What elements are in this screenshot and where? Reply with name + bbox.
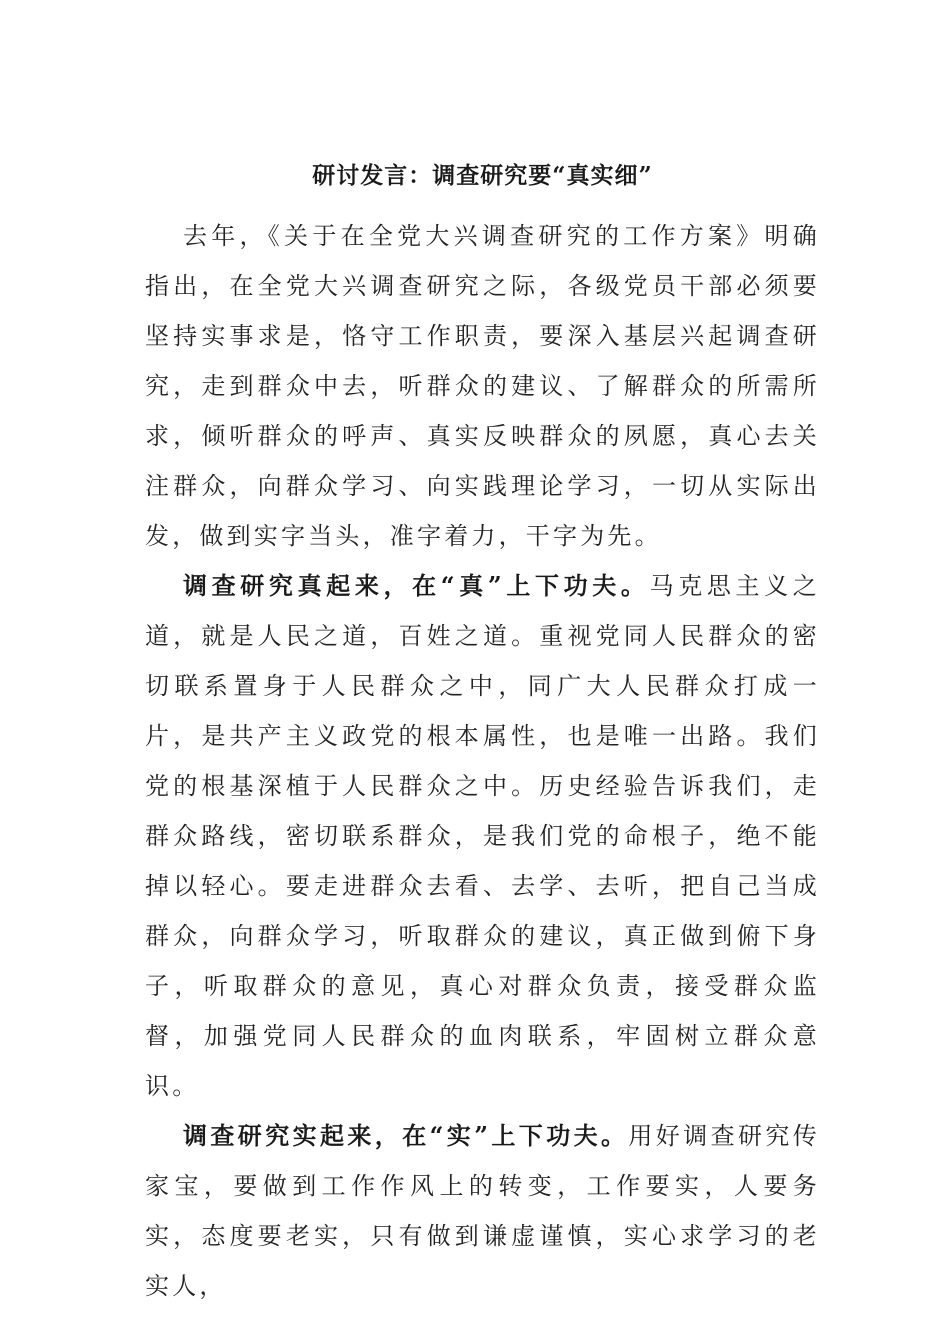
- paragraph-zhen-text: 马克思主义之道，就是人民之道，百姓之道。重视党同人民群众的密切联系置身于人民群众之中，同广大人民群众打成一片，是共产主义政党的根本属性，也是唯一出路。我们党的根基深植于人民群众之中。历史经验告诉我们，走群众路线，密切联系群众，是我们党的命根子，绝不能掉以轻心。要走进群众去看、去学、去听，把自己当成群众，向群众学习，听取群众的建议，真正做到俯下身子，听取群众的意见，真心对群众负责，接受群众监督，加强党同人民群众的血肉联系，牢固树立群众意识。: [145, 572, 821, 1100]
- paragraph-zhen: [145, 561, 820, 1111]
- document-title: 研讨发言：调查研究要“真实细”: [312, 162, 653, 189]
- paragraph-intro-text: 去年，《关于在全党大兴调查研究的工作方案》明确指出，在全党大兴调查研究之际，各级党员干部必须要坚持实事求是，恪守工作职责，要深入基层兴起调查研究，走到群众中去，听群众的建议、了解群众的所需所求，倾听群众的呼声、真实反映群众的夙愿，真心去关注群众，向群众学习、向实践理论学习，一切从实际出发，做到实字当头，准字着力，干字为先。: [145, 222, 820, 550]
- document-body: [145, 153, 820, 1311]
- paragraph-zhen-lead: 调查研究真起来，在“真”上下功夫。: [183, 571, 650, 600]
- paragraph-intro: [145, 211, 820, 561]
- paragraph-shi: [145, 1111, 820, 1311]
- paragraph-shi-lead: 调查研究实起来，在“实”上下功夫。: [183, 1121, 629, 1150]
- paragraph-shi-text: 用好调查研究传家宝，要做到工作作风上的转变，工作要实，人要务实，态度要老实，只有做到谦虚谨慎，实心求学习的老实人，: [145, 1122, 821, 1300]
